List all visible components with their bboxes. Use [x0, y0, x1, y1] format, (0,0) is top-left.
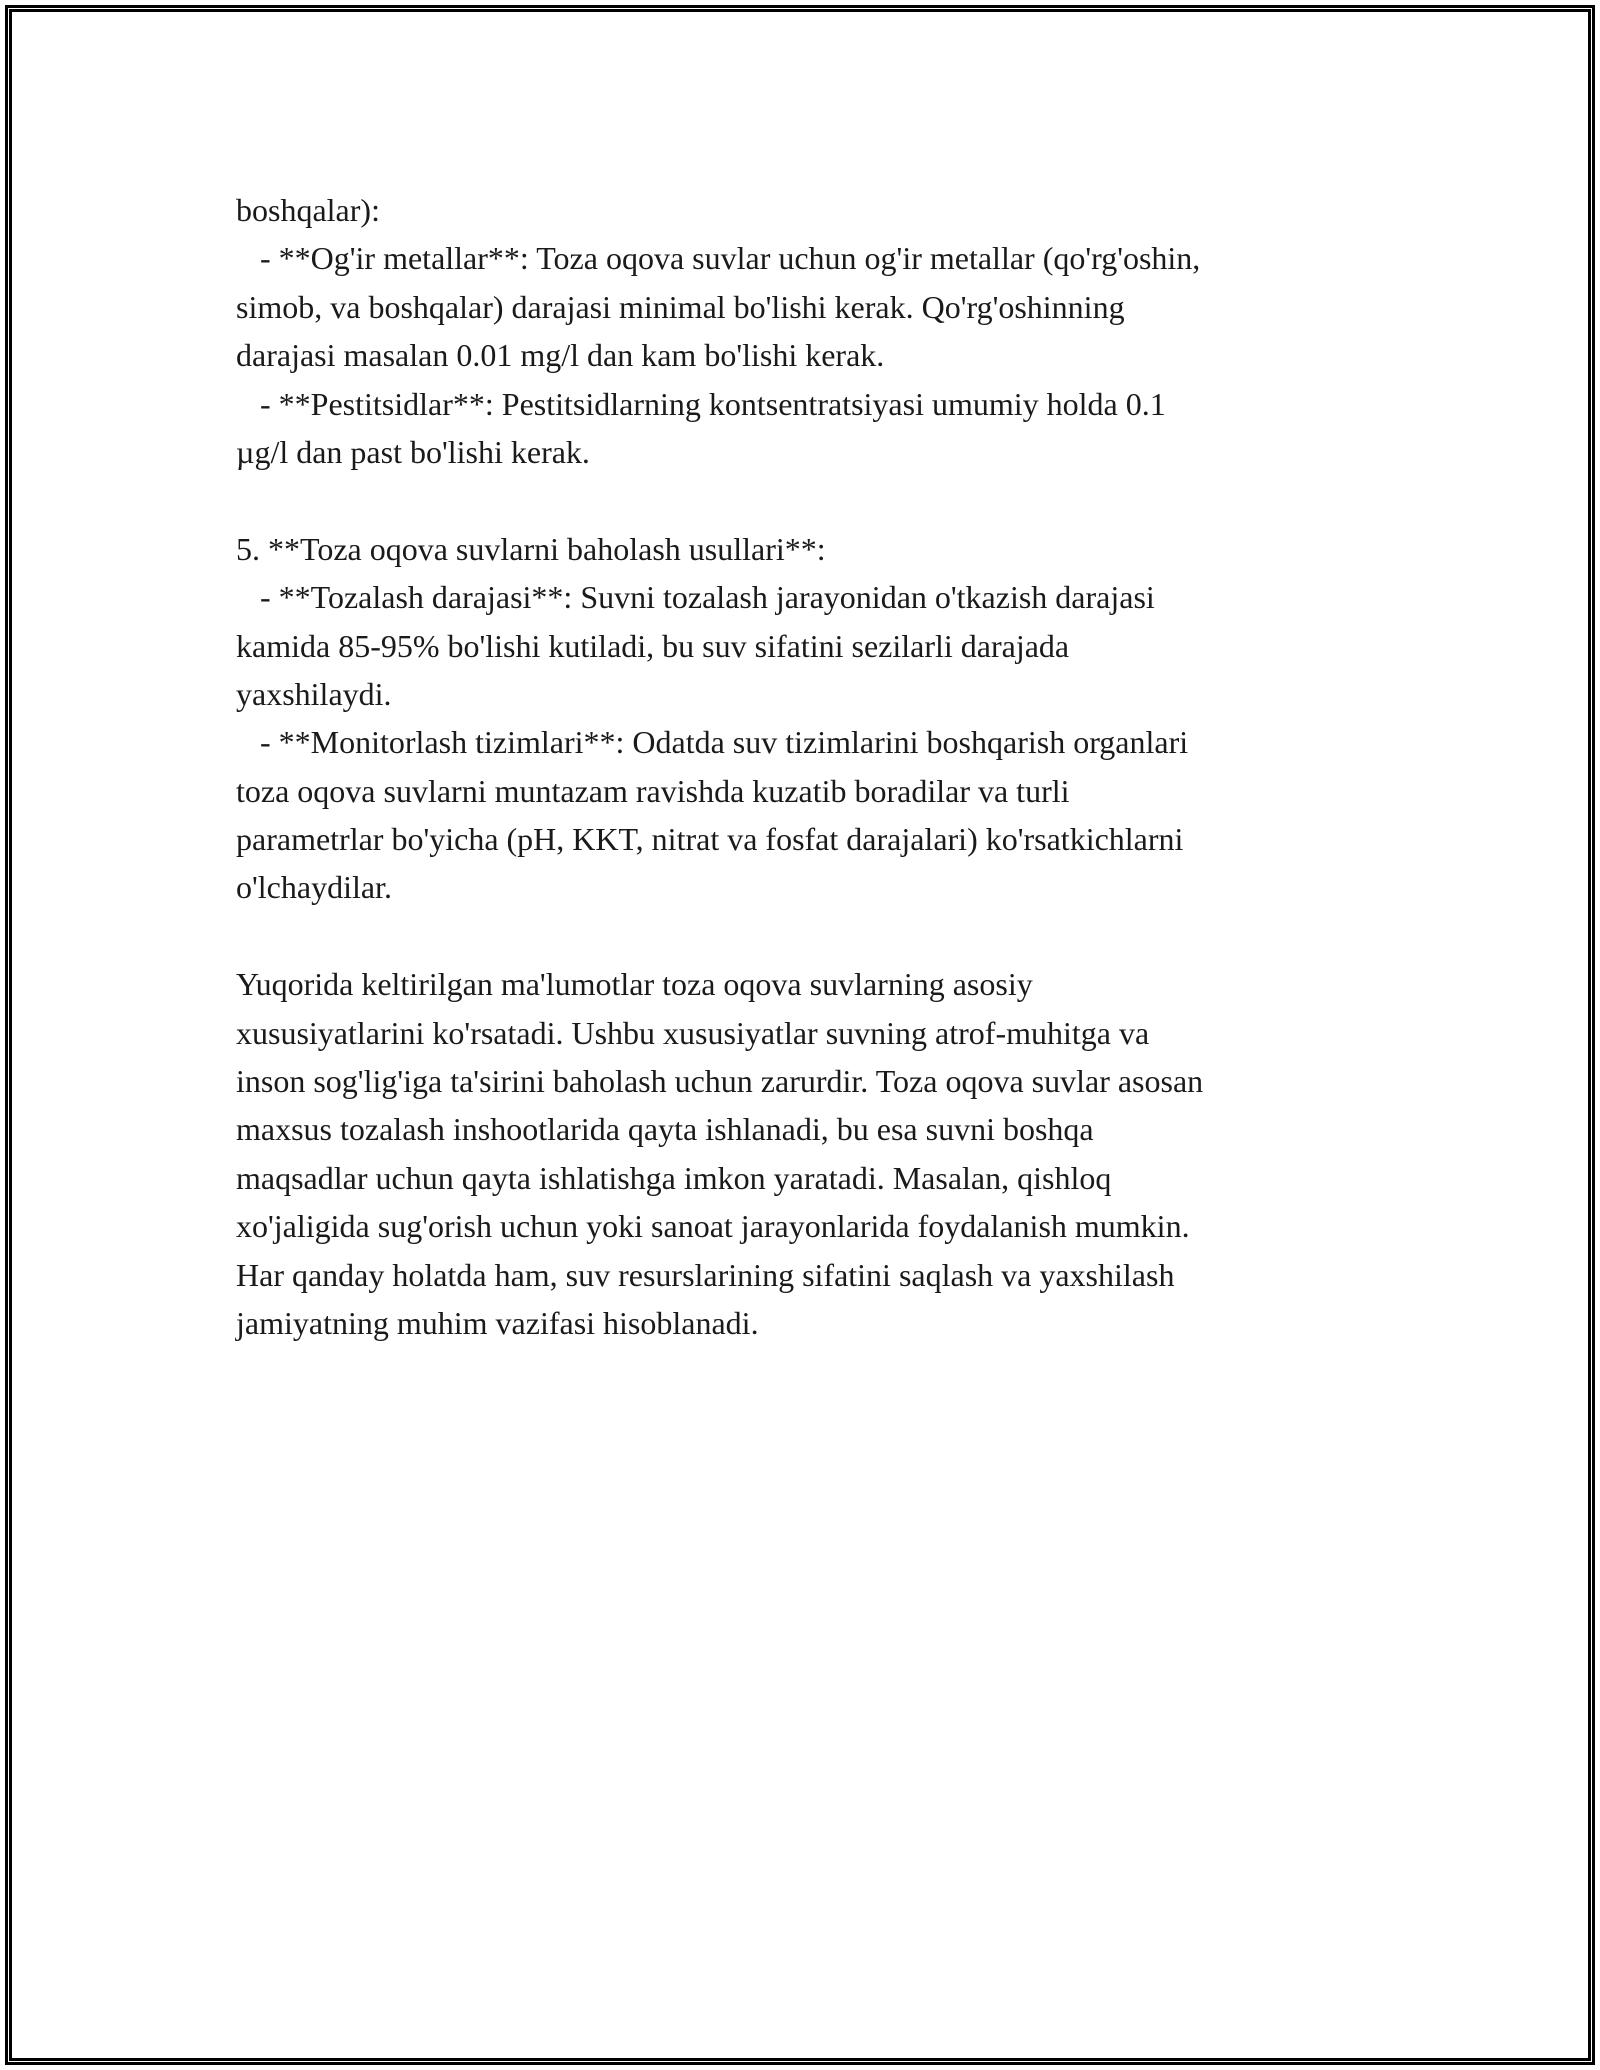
text-line: inson sog'lig'iga ta'sirini baholash uchun zarurdir. Toza oqova suvlar asosan: [236, 1063, 1204, 1100]
text-line: yaxshilaydi.: [236, 675, 392, 712]
text-line: xususiyatlarini ko'rsatadi. Ushbu xususiyatlar suvning atrof-muhitga va: [236, 1014, 1150, 1051]
text-line: toza oqova suvlarni muntazam ravishda kuzatib boradilar va turli: [236, 772, 1070, 809]
text-line: xo'jaligida sug'orish uchun yoki sanoat jarayonlarida foydalanish mumkin.: [236, 1208, 1190, 1245]
text-line: jamiyatning muhim vazifasi hisoblanadi.: [236, 1304, 759, 1341]
paragraph-gap: [236, 476, 1366, 524]
paragraph-gap: [236, 912, 1366, 960]
text-line: kamida 85-95% bo'lishi kutiladi, bu suv sifatini sezilarli darajada: [236, 627, 1070, 664]
text-line: Yuqorida keltirilgan ma'lumotlar toza oqova suvlarning asosiy: [236, 966, 1033, 1003]
text-line: parametrlar bo'yicha (pH, KKT, nitrat va fosfat darajalari) ko'rsatkichlarni: [236, 821, 1184, 858]
text-line: simob, va boshqalar) darajasi minimal bo'lishi kerak. Qo'rg'oshinning: [236, 288, 1125, 325]
text-line: o'lchaydilar.: [236, 869, 392, 906]
text-line: - **Monitorlash tizimlari**: Odatda suv tizimlarini boshqarish organlari: [236, 724, 1189, 761]
text-line: - **Og'ir metallar**: Toza oqova suvlar uchun og'ir metallar (qo'rg'oshin,: [236, 240, 1201, 277]
text-line: µg/l dan past bo'lishi kerak.: [236, 433, 590, 470]
document-body: [236, 186, 1366, 1347]
text-line: boshqalar):: [236, 192, 380, 228]
text-line: Har qanday holatda ham, suv resurslarining sifatini saqlash va yaxshilash: [236, 1256, 1175, 1293]
text-line: - **Pestitsidlar**: Pestitsidlarning kontsentratsiyasi umumiy holda 0.1: [236, 385, 1166, 422]
section-heading: 5. **Toza oqova suvlarni baholash usullari**:: [236, 530, 826, 567]
text-line: - **Tozalash darajasi**: Suvni tozalash jarayonidan o'tkazish darajasi: [236, 579, 1155, 616]
text-line: darajasi masalan 0.01 mg/l dan kam bo'lishi kerak.: [236, 337, 885, 374]
text-line: maxsus tozalash inshootlarida qayta ishlanadi, bu esa suvni boshqa: [236, 1111, 1094, 1148]
text-line: maqsadlar uchun qayta ishlatishga imkon yaratadi. Masalan, qishloq: [236, 1159, 1112, 1196]
